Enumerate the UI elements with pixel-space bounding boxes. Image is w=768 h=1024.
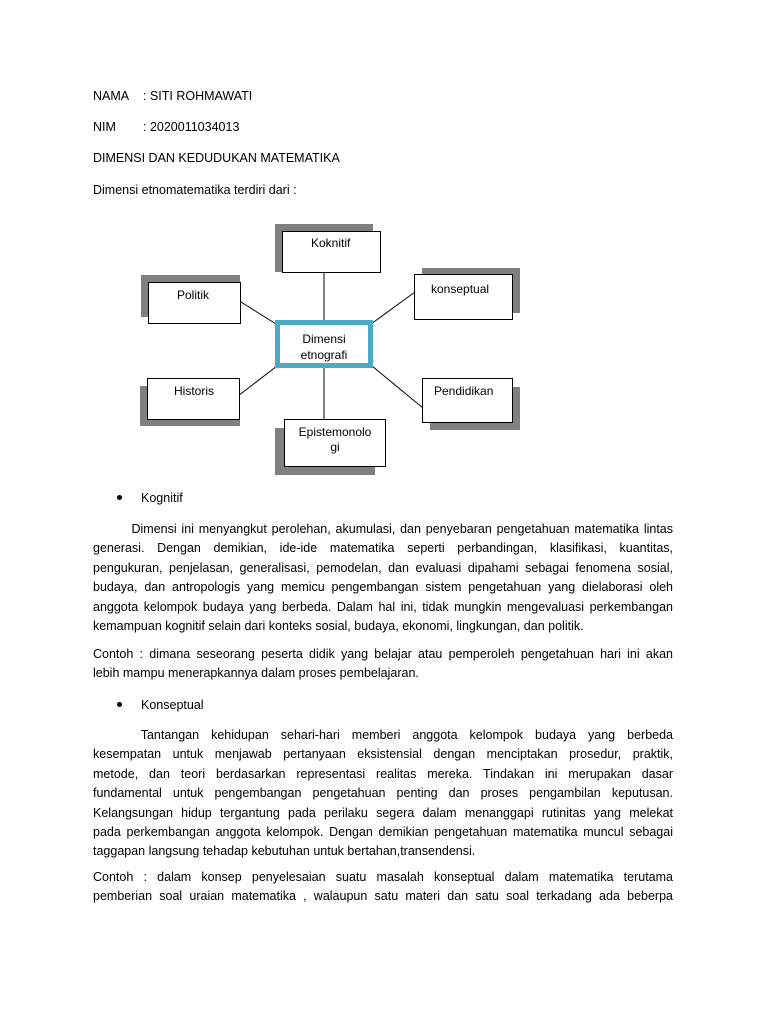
node-politik-label: Politik: [177, 288, 210, 302]
section-heading-kognitif: Kognitif: [141, 491, 183, 505]
bullet-icon: [117, 495, 122, 500]
paragraph-line: budaya, dan antropologis yang memicu pengembangan sistem pengetahuan yang dielaborasi oleh: [93, 580, 673, 595]
node-politik: [148, 282, 241, 324]
paragraph-line: pengukuran, penjelasan, generalisasi, pemodelan, dan evaluasi dipahami sebagai fenomena sosial,: [93, 560, 673, 575]
document-title: DIMENSI DAN KEDUDUKAN MATEMATIKA: [93, 151, 340, 165]
paragraph-line: kesempatan untuk menjawab pertanyaan eksistensial dengan menciptakan prosedur, praktik,: [93, 747, 673, 762]
paragraph-line: kemampuan kognitif selain dari konteks sosial, budaya, ekonomi, lingkungan, dan politik.: [93, 619, 584, 634]
paragraph-line: Kelangsungan hidup tergantung pada perilaku segera dalam menanggapi rutinitas yang melekat: [93, 805, 673, 820]
paragraph-kognitif: [93, 520, 673, 636]
node-historis: [147, 378, 240, 420]
example-kognitif: [93, 645, 673, 684]
example-line: pemberian soal uraian matematika , walaupun satu materi dan satu soal terkadang ada beberpa: [93, 889, 673, 904]
node-historis-label: Historis: [174, 384, 215, 398]
example-konseptual: [93, 868, 673, 907]
node-epistemonologi-line1: Epistemonolo: [298, 425, 372, 439]
paragraph-line: anggota kelompok budaya yang berbeda. Dalam hal ini, tidak mungkin mengevaluasi perkembangan: [93, 599, 673, 614]
paragraph-konseptual: [93, 726, 673, 862]
example-line: Contoh : dalam konsep penyelesaian suatu masalah konseptual dalam matematika terutama: [93, 870, 673, 884]
connector-top-right: [371, 292, 415, 324]
dimension-diagram: [0, 0, 768, 500]
connector-top-left: [241, 302, 276, 324]
center-node: [275, 320, 373, 368]
paragraph-line: metode, dan teori berdasarkan representasi realitas mereka. Tindakan ini merupakan dasar: [93, 766, 673, 781]
center-node-line2: etnografi: [300, 348, 348, 362]
name-value: : SITI ROHMAWATI: [143, 89, 253, 103]
nim-key: NIM: [93, 120, 116, 134]
node-pendidikan: [422, 378, 513, 423]
node-pendidikan-label: Pendidikan: [434, 384, 494, 398]
node-epistemonologi-line2: gi: [330, 440, 340, 454]
connector-bottom-left: [238, 366, 277, 396]
node-epistemonologi: [284, 419, 386, 467]
node-koknitif-label: Koknitif: [311, 236, 351, 250]
intro-text: Dimensi etnomatematika terdiri dari :: [93, 183, 297, 197]
paragraph-line: pada perkembangan anggota kelompok. Dengan demikian pengetahuan matematika muncul sebagai: [93, 825, 673, 840]
center-node-line1: Dimensi: [302, 332, 346, 346]
example-line: Contoh : dimana seseorang peserta didik yang belajar atau pemperoleh pengetahuan hari ini akan: [93, 647, 673, 661]
node-konseptual: [414, 274, 513, 320]
paragraph-line: taggapan langsung tehadap kebutuhan untuk bertahan,transendensi.: [93, 844, 476, 859]
name-key: NAMA: [93, 89, 130, 103]
connector-bottom-right: [372, 366, 423, 408]
paragraph-line: fundamental untuk pengembangan pengetahuan penting dan proses pengambilan keputusan.: [93, 786, 673, 801]
paragraph-line: generasi. Dengan demikian, ide-ide matematika seperti perbandingan, klasifikasi, kuantitas,: [93, 541, 673, 556]
paragraph-line: Tantangan kehidupan sehari-hari memberi anggota kelompok budaya yang berbeda: [93, 728, 673, 742]
paragraph-line: Dimensi ini menyangkut perolehan, akumulasi, dan penyebaran pengetahuan matematika lintas: [93, 522, 673, 536]
node-koknitif: [282, 231, 381, 273]
nim-value: : 2020011034013: [143, 120, 240, 134]
section-heading-konseptual: Konseptual: [141, 698, 204, 712]
example-line: lebih mampu menerapkannya dalam proses pembelajaran.: [93, 666, 419, 681]
bullet-icon: [117, 702, 122, 707]
node-konseptual-label: konseptual: [431, 282, 490, 296]
